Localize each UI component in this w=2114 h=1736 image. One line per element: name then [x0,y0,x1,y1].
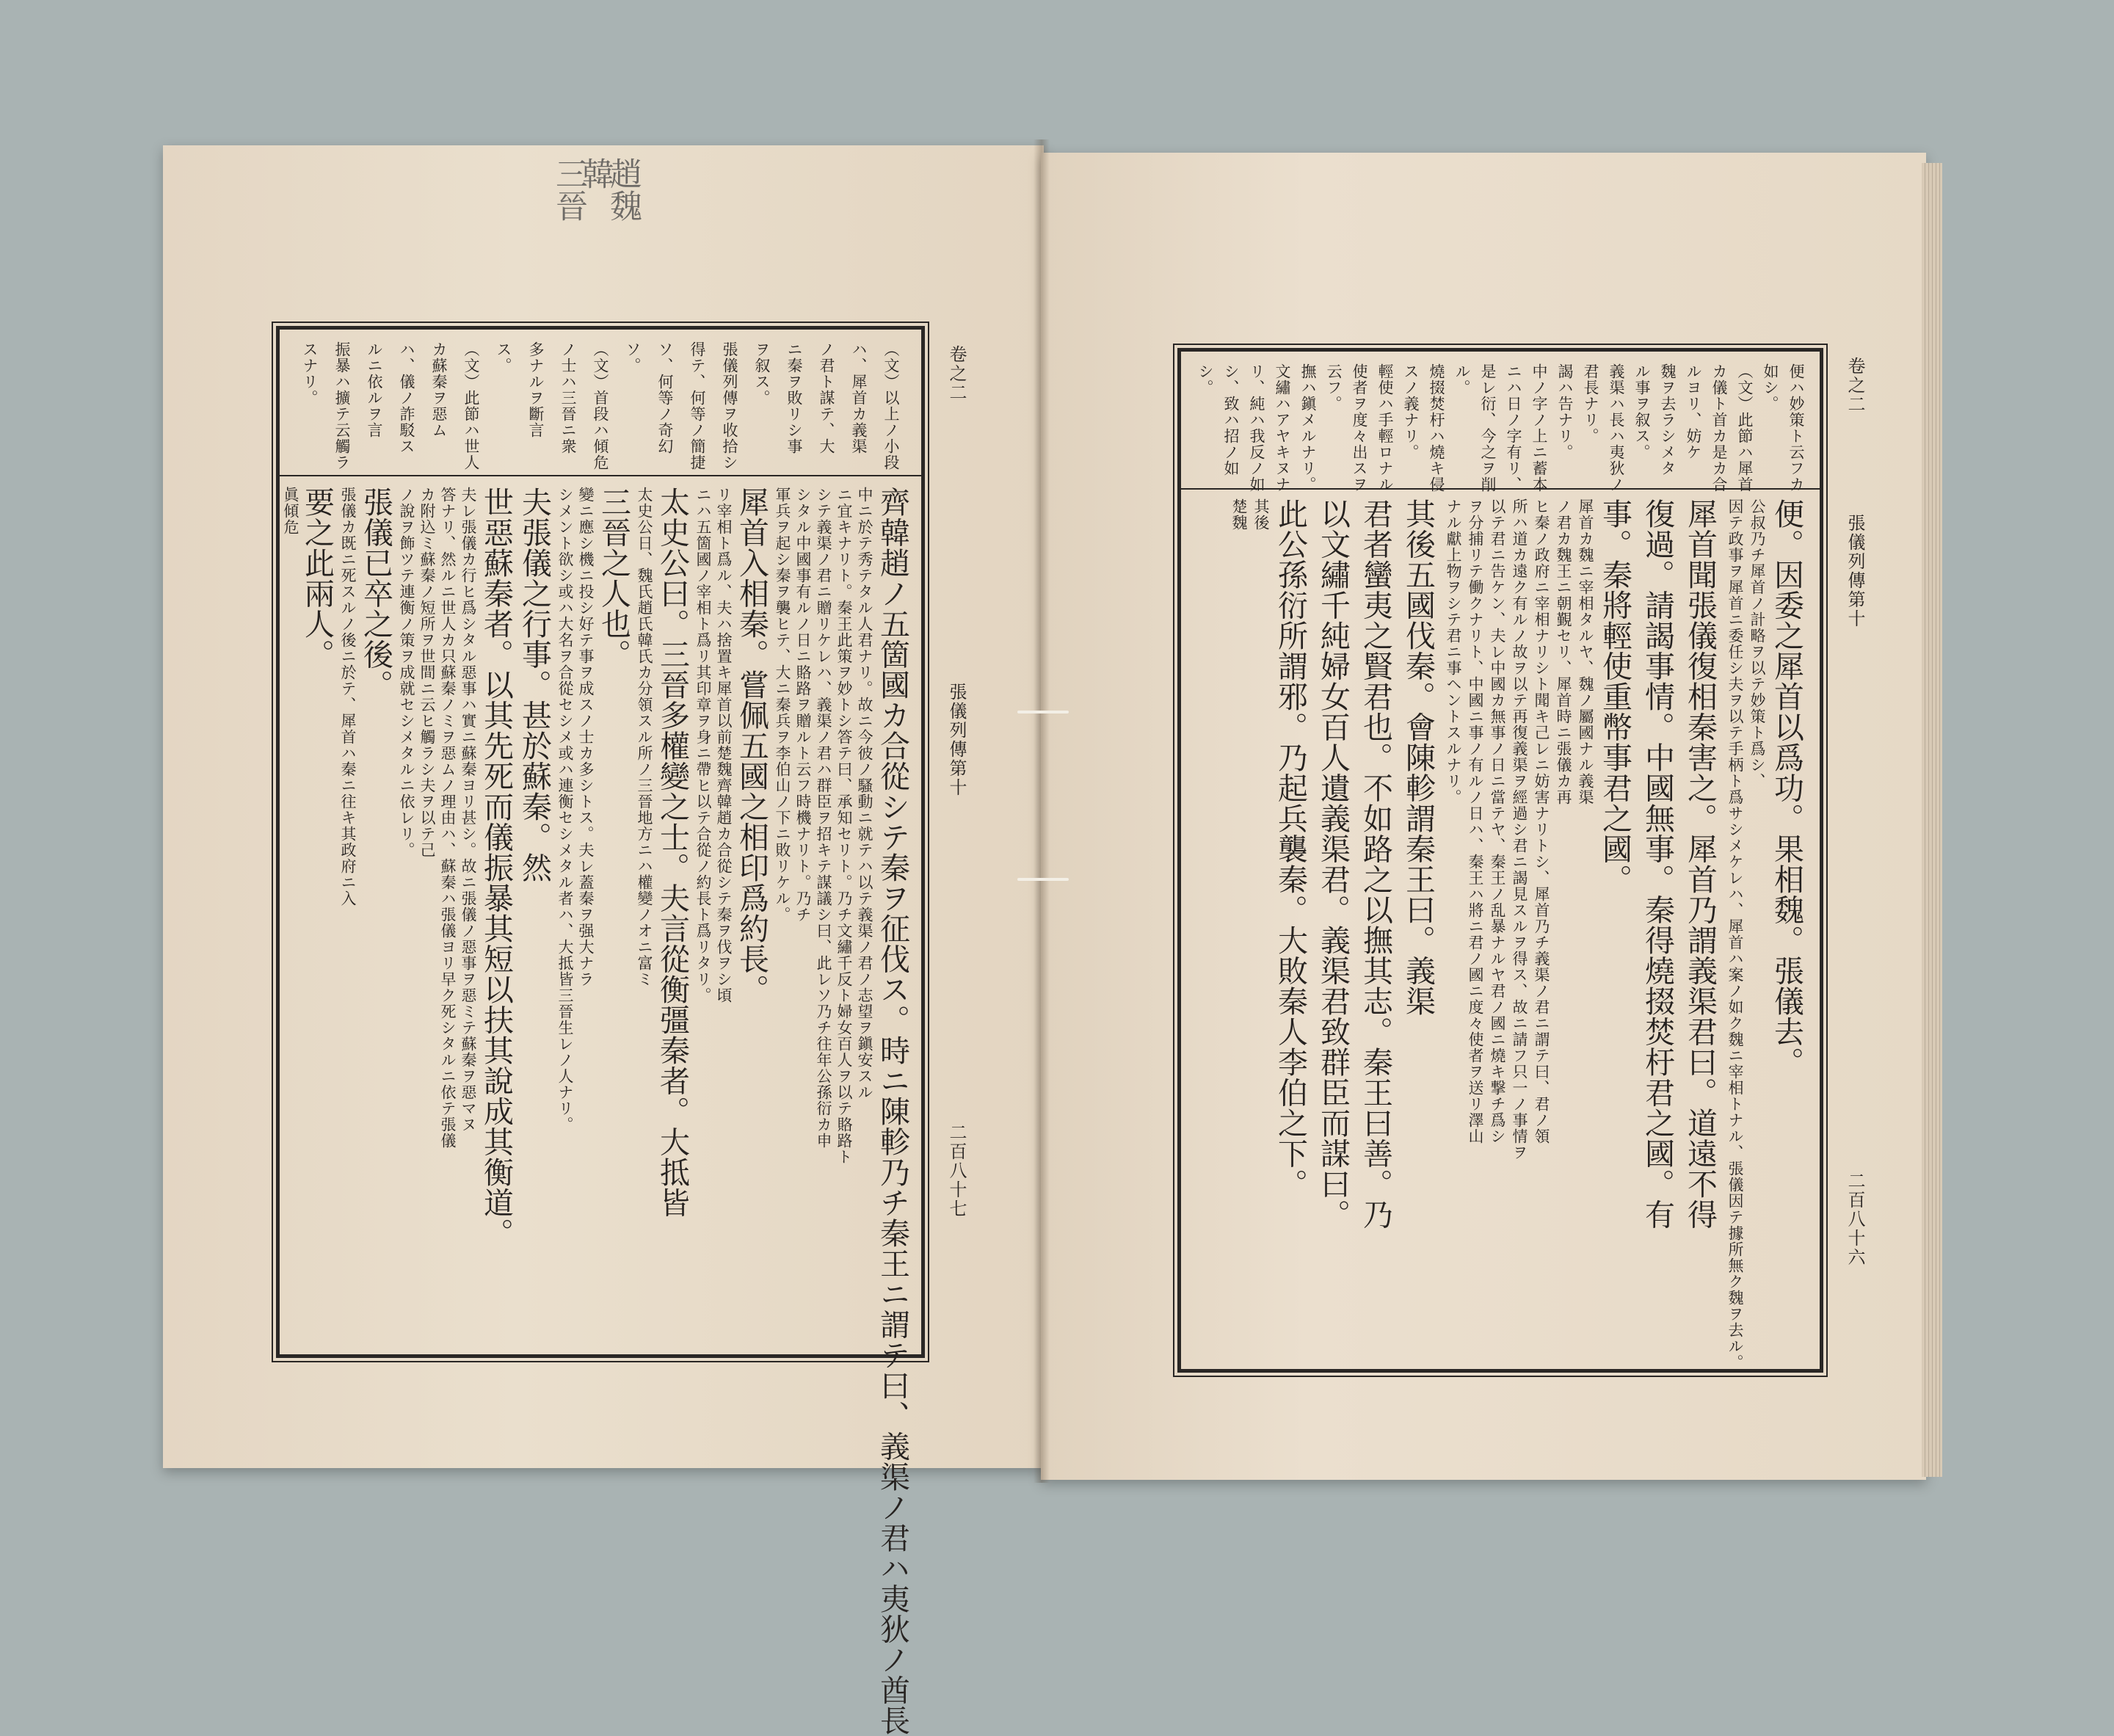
left-note-column-12: 多ナルヲ斷言 [527,341,545,438]
right-note-column-24: シ。 [1196,363,1214,396]
left-body-column-19: カ附込ミ蘇秦ノ短所ヲ世間ニ云ヒ觸ラシ夫ヲ以テ己 [418,487,436,858]
right-body-column-9: ヒ秦ノ政府ニ宰相ナリシト聞キ己レニ妨害ナリトシ、犀首乃チ義渠ノ君ニ謂テ曰、君ノ領 [1533,498,1550,1144]
left-text-frame [276,326,925,1736]
left-body-column-5: シタル中國事有ルノ日ニ賂路ヲ贈ルト云フ時機ナリト。乃チ [794,487,812,923]
left-note-column-16: ハ、儀ノ詐駁ス [398,341,415,454]
left-body-column-8: リ宰相ト爲ル、夫ハ捨置キ犀首以前楚魏齊韓趙カ合從シテ秦ヲ伐ヲシ頃 [715,487,733,1003]
right-note-column-20: 撫ハ鎭メルナリ。 [1299,363,1317,493]
right-body-column-5: 復過。請謁事情。中國無事。秦得燒掇焚杅君之國。有 [1640,498,1675,1230]
right-body-column-18: 其後 [1252,498,1270,531]
right-note-column-7: ル事ヲ叙ス。 [1633,363,1651,460]
left-body-column-9: ニハ五箇國ノ宰相ト爲リ其印章ヲ身ニ帶ヒ以テ合從ノ約長ト爲リタリ。 [694,487,712,1003]
left-note-column-5: ヲ叙ス。 [753,341,771,406]
right-note-column-5: ルヨリ、妨ケ [1685,363,1702,460]
left-body-column-23: 要之此兩人。 [299,487,335,669]
left-page-number: 二百八十七 [946,1123,967,1219]
left-note-column-17: ルニ依ルヲ言 [366,341,383,438]
right-margin-volume: 卷之二 [1845,357,1865,414]
right-note-column-6: 魏ヲ去ラシメタ [1659,363,1677,476]
right-body-column-14: 其後五國伐秦。會陳軫謂秦王曰。義渠 [1401,498,1436,1017]
left-body-column-13: 變ニ應シ機ニ投シ好テ事ヲ成スノ士カ多シトス。夫レ蓋秦ヲ强大ナラ [577,487,595,987]
right-note-column-3: （文）此節ハ犀首 [1736,363,1754,493]
left-note-column-10: （文）首段ハ傾危 [592,341,609,471]
left-body-column-17: 夫レ張儀カ行ヒ爲シタル惡事ハ實ニ蘇秦ヨリ甚シ。故ニ張儀ノ惡事ヲ惡ミテ蘇秦ヲ惡マヌ [460,487,477,1133]
left-note-column-6: 張儀列傳ヲ收拾シ [721,341,738,471]
right-note-column-8: 義渠ハ長ハ夷狄ノ [1608,363,1625,493]
right-body-column-6: 事。秦將輕使重幣事君之國。 [1597,498,1632,895]
left-note-column-7: 得テ、何等ノ簡捷 [689,341,706,471]
binding-thread-top [1017,711,1069,713]
pencil-note-1: 三晉 [550,157,587,222]
left-body-column-12: 三晉之人也。 [596,487,631,669]
right-note-column-16: スノ義ナリ。 [1402,363,1420,460]
left-body-column-24: 眞傾危 [282,487,299,535]
right-body-column-12: ヲ分捕リテ働クナリト、中國ニ事ノ有ルノ日ハ、秦王ハ將ニ君ノ國ニ度々使者ヲ送リ澤山 [1467,498,1484,1144]
left-body-column-18: 答ナリ、然ルニ世人カ只蘇秦ノミヲ惡ムノ理由ハ、蘇秦ハ張儀ヨリ早ク死シタルニ依テ張儀 [439,487,457,1149]
left-note-column-19: スナリ。 [301,341,319,406]
right-note-column-4: カ儀ト首カ是カ合 [1710,363,1728,493]
left-body-column-10: 太史公曰。三晉多權變之士。夫言從衡彊秦者。大抵皆 [655,487,690,1218]
right-note-column-23: シ、致ハ招ノ如 [1222,363,1240,476]
book-spine [1034,139,1050,1483]
left-note-column-4: ニ秦ヲ敗リシ事 [785,341,803,454]
page-edges [1922,163,1942,1477]
right-body-column-2: 公叔乃チ犀首ノ計略ヲ以テ妙策ト爲シ、 [1748,498,1766,789]
right-body-column-15: 君者蠻夷之賢君也。不如路之以撫其志。秦王曰善。乃 [1358,498,1393,1230]
left-margin-title: 張儀列傳第十 [946,683,967,797]
right-note-column-13: 是レ衍、今之ヲ削 [1479,363,1497,493]
right-body-column-8: ノ君カ魏王ニ朝覲セリ、犀首時ニ張儀カ再 [1555,498,1572,805]
right-body-column-10: 所ハ道カ遠ク有ルノ故ヲ以テ再復義渠ヲ經過シ君ニ謁見スルヲ得ス、故ニ請フ只一ノ事情ヲ [1511,498,1528,1161]
right-note-column-18: 使者ヲ度々出スヲ [1351,363,1368,493]
left-body-column-3: ニ宜キナリト。秦王此策ヲ妙トシ答テ曰、承知セリト。乃チ文繡千反ト婦女百人ヲ以テ賂路ト [835,487,853,1165]
right-body-column-1: 便。因委之犀首以爲功。果相魏。張儀去。 [1769,498,1804,1078]
right-note-column-1: 便ハ妙策ト云フカ [1787,363,1805,493]
right-body-column-3: 因テ政事ヲ犀首ニ委任シ夫ヲ以テ手柄ト爲サシメケレハ、犀首ハ案ノ如ク魏ニ宰相トナル、張儀因テ據所無ク魏ヲ去ル。 [1726,498,1744,1370]
left-body-column-16: 世惡蘇秦者。以其先死而儀振暴其短以扶其說成其衡道。 [479,487,514,1249]
binding-thread-bottom [1017,878,1069,881]
right-body-column-11: 以テ君ニ告ケン、夫レ中國カ無事ノ日ニ當テヤ、秦王ノ乱暴ナルヤ君ノ國ニ燒キ撃チ爲シ [1489,498,1506,1144]
left-body-column-14: シメント欲シ或ハ大名ヲ合從セシメ或ハ連衡セシメタル者ハ、大抵皆三晉生レノ人ナリ。 [556,487,574,1133]
right-page-number: 二百八十六 [1845,1172,1865,1267]
left-note-column-11: ノ士ハ三晉ニ衆 [559,341,577,454]
right-margin-title: 張儀列傳第十 [1845,514,1865,628]
right-note-column-9: 君長ナリ。 [1582,363,1599,444]
left-body-column-2: 中ニ於テ秀テタル人君ナリ。故ニ今彼ノ騷動ニ就テハ以テ義渠ノ君ノ志望ヲ鎭安スル [856,487,873,1100]
left-note-column-9: ソ。 [624,341,642,374]
left-note-column-8: ソ、何等ノ奇幻 [656,341,674,454]
right-body-column-13: ナル獻上物ヲシテ君ニ事ヘントスルナリ。 [1445,498,1462,805]
left-body-column-22: 張儀カ既ニ死スルノ後ニ於テ、犀首ハ秦ニ往キ其政府ニ入 [339,487,357,907]
left-note-column-14: （文）此節ハ世人 [462,341,480,471]
pencil-note-3: 趙魏 [604,157,642,222]
left-note-column-3: ノ君ト謀テ、大 [818,341,835,454]
left-body-column-7: 犀首入相秦。嘗佩五國之相印爲約長。 [734,487,769,1005]
right-body-column-16: 以文繡千純婦女百人遺義渠君。義渠君致群臣而謀曰。 [1315,498,1351,1230]
pencil-note-2: 韓 [576,157,614,189]
right-body-column-7: 犀首カ魏ニ宰相タルヤ、魏ノ屬國ナル義渠 [1577,498,1594,805]
right-note-column-2: 如シ。 [1762,363,1779,412]
right-note-column-22: リ、純ハ我反ノ如 [1248,363,1265,493]
right-note-column-10: 謁ハ告ナリ。 [1556,363,1574,460]
left-note-column-18: 振暴ハ擴テ云觸ラ [333,341,351,471]
left-body-column-11: 太史公日、魏氏趙氏韓氏カ分領スル所ノ三晉地方ニハ權變ノオニ富ミ [636,487,653,987]
right-body-column-19: 楚魏 [1230,498,1248,531]
right-note-column-19: 云フ。 [1325,363,1343,412]
right-note-column-11: 中ノ字ノ上ニ蓄本 [1530,363,1548,493]
right-body-column-17: 此公孫衍所謂邪。乃起兵襲秦。大敗秦人李伯之下。 [1273,498,1308,1199]
right-note-column-21: 文繡ハアヤキヌナ [1274,363,1291,493]
left-margin-volume: 卷之二 [946,345,967,402]
left-note-column-2: ハ、犀首カ義渠 [850,341,868,454]
left-body-column-20: ノ說ヲ飾ツテ連衡ノ策ヲ成就セシメタルニ依レリ。 [398,487,415,858]
right-note-column-12: ニハ日ノ字有リ、 [1505,363,1522,493]
left-note-column-13: ス。 [495,341,512,374]
right-note-column-15: 燒掇焚杅ハ燒キ侵 [1428,363,1445,493]
right-text-frame [1177,348,1823,1373]
left-note-column-15: カ蘇秦ヲ惡ム [430,341,448,438]
left-body-column-1: 齊韓趙ノ五箇國カ合從シテ秦ヲ征伐ス。時ニ陳軫乃チ秦王ニ謂テ曰、義渠ノ君ハ夷狄ノ酋長 [875,487,910,1736]
left-body-column-4: シテ義渠ノ君ニ贈リケレハ、義渠ノ君ハ群臣ヲ招キテ謀議シ曰、此レソ乃チ往年公孫衍カ申 [815,487,832,1149]
left-body-column-6: 軍兵ヲ起シ秦ヲ襲ヒテ、大ニ秦兵ヲ李伯山ノ下ニ敗リケル。 [774,487,791,923]
right-note-column-14: ル。 [1453,363,1471,396]
left-body-column-21: 張儀已卒之後。 [358,487,393,700]
left-body-column-15: 夫張儀之行事。甚於蘇秦。然 [517,487,552,883]
right-body-column-4: 犀首聞張儀復相秦害之。犀首乃謂義渠君曰。道遠不得 [1682,498,1718,1230]
left-note-column-1: （文）以上ノ小段 [882,341,900,471]
right-note-column-17: 輕使ハ手輕ロナル [1376,363,1394,493]
